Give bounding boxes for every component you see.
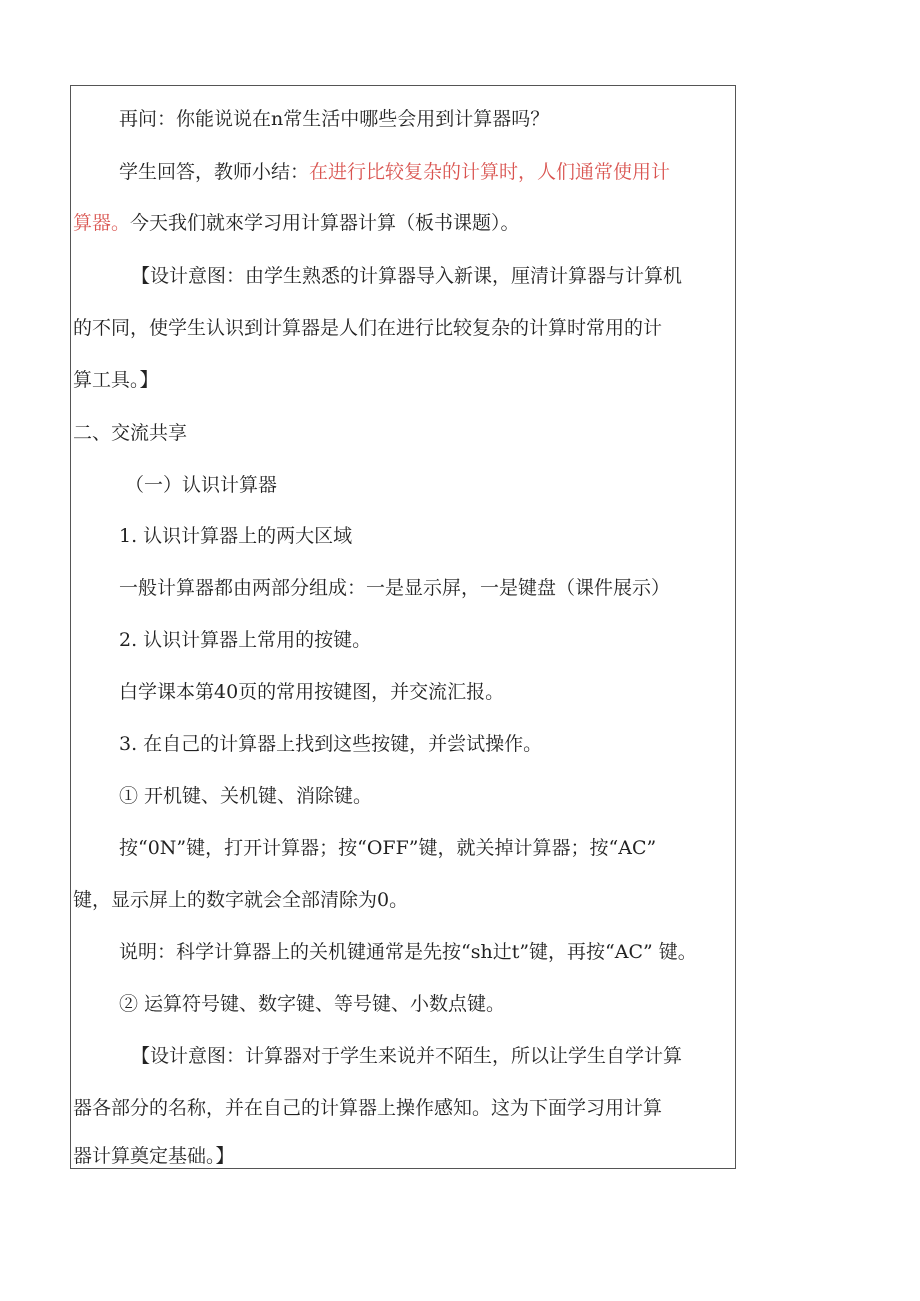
design-intent-2-line3: 器计算奠定基础。】 [73,1145,235,1167]
design-intent-2-line1: 【设计意图：计算器对于学生来说并不陌生，所以让学生自学计算 [131,1045,683,1067]
keys-explain-line2: 键，显示屏上的数字就会全部清除为0。 [73,889,409,911]
paragraph-question: 再问：你能说说在n常生活中哪些会用到计算器吗？ [119,108,550,130]
design-intent-2-line2: 器各部分的名称，并在自己的计算器上操作感知。这为下面学习用计算 [73,1097,663,1119]
keys-explain-line1: 按“0N”键，打开计算器；按“OFF”键，就关掉计算器；按“AC” [119,837,657,859]
paragraph-summary [119,159,670,185]
subitem-2: ② 运算符号键、数字键、等号键、小数点键。 [119,993,506,1015]
subitem-1: ① 开机键、关机键、消除键。 [119,785,373,807]
design-intent-1-line3: 算工具。】 [73,369,159,391]
summary-highlight: 在进行比较复杂的计算时，人们通常使用计 [309,161,671,183]
subsection-heading: （一）认识计算器 [125,474,278,496]
item-1-body: 一般计算器都由两部分组成：一是显示屏，一是键盘（课件展示） [119,577,671,599]
item-3-heading: 3. 在自己的计算器上找到这些按键，并尝试操作。 [119,733,543,755]
paragraph-summary-cont [73,210,520,236]
lesson-plan-box [70,85,736,1169]
summary-topic: 今天我们就來学习用计算器计算（板书课题）。 [130,212,520,234]
summary-highlight-end: 算器。 [73,212,131,234]
summary-intro: 学生回答，教师小结： [119,161,310,183]
design-intent-1-line2: 的不同，使学生认识到计算器是人们在进行比较复杂的计算时常用的计 [73,317,663,339]
design-intent-1-line1: 【设计意图：由学生熟悉的计算器导入新课，厘清计算器与计算机 [131,265,683,287]
section-heading: 二、交流共享 [73,422,188,444]
item-2-heading: 2. 认识计算器上常用的按键。 [119,629,372,651]
item-1-heading: 1. 认识计算器上的两大区域 [119,525,353,547]
item-2-body: 白学课本第40页的常用按键图，并交流汇报。 [119,681,505,703]
note-shift-key: 说明：科学计算器上的关机键通常是先按“sh辻t”键，再按“AC” 键。 [119,941,697,963]
